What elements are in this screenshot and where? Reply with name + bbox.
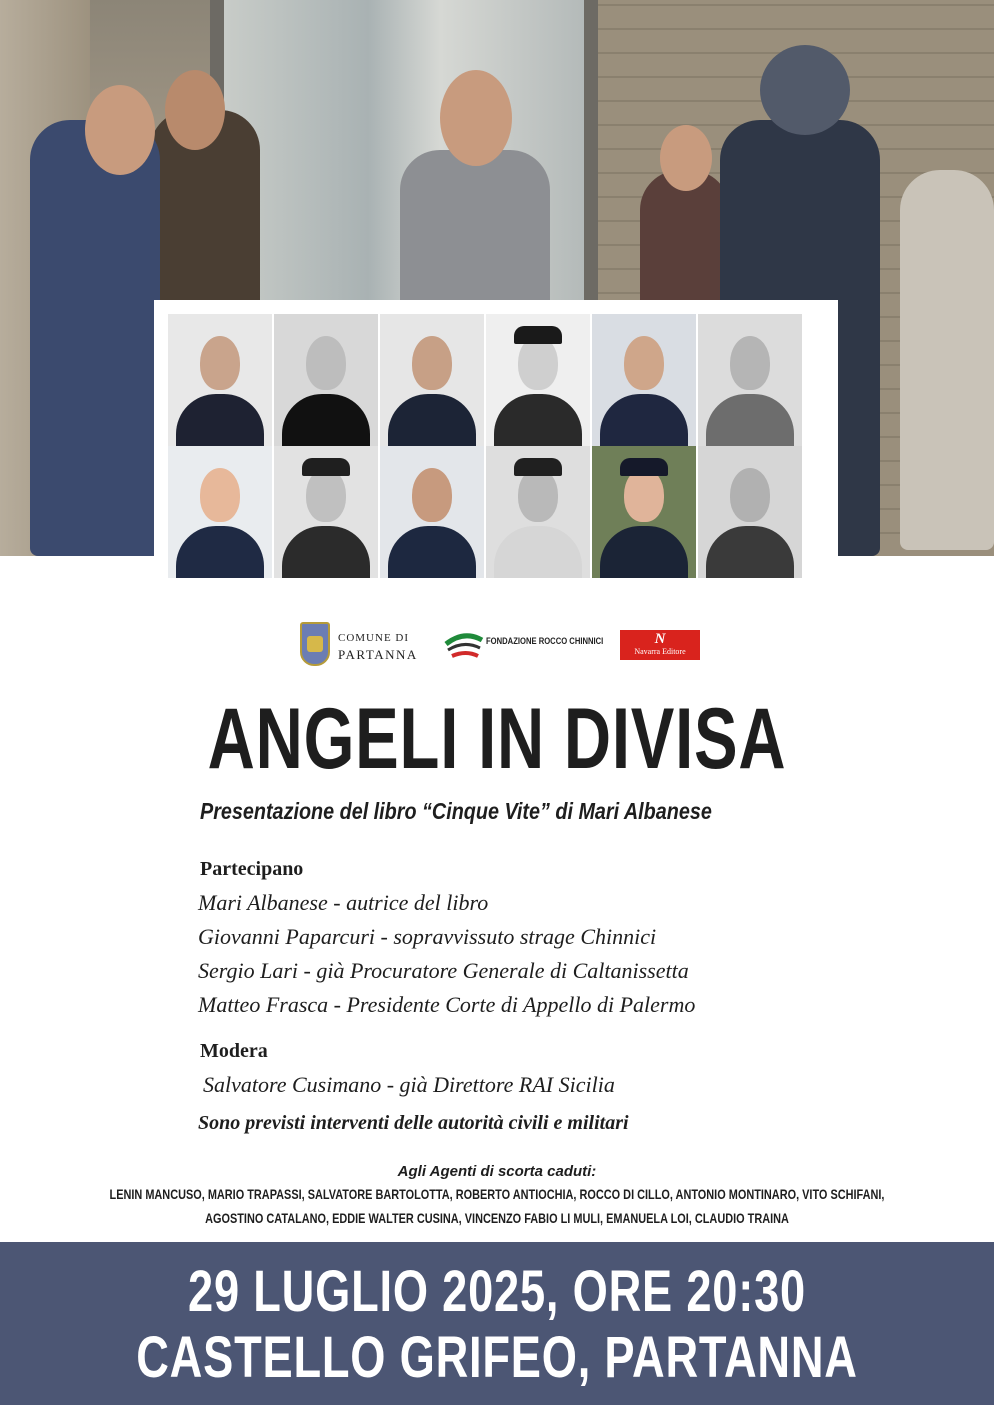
navarra-text: Navarra Editore (634, 647, 686, 656)
agent-portrait (486, 446, 590, 578)
fondazione-swoosh-icon (444, 628, 484, 668)
portrait-face (412, 336, 452, 390)
moderator: Salvatore Cusimano - già Direttore RAI Sicilia (203, 1072, 615, 1097)
agent-portrait (380, 446, 484, 578)
participant-item: Giovanni Paparcuri - sopravvissuto strage Chinnici (198, 924, 657, 949)
portrait-face (306, 336, 346, 390)
portrait-face (730, 336, 770, 390)
fondazione-name: FONDAZIONE ROCCO CHINNICI (486, 636, 604, 646)
photo-head (85, 85, 155, 175)
page-subtitle: Presentazione del libro “Cinque Vite” di Mari Albanese (200, 798, 712, 824)
comune-line1: COMUNE DI (338, 632, 410, 644)
event-location: CASTELLO GRIFEO, PARTANNA (136, 1325, 858, 1390)
page-title: ANGELI IN DIVISA (207, 691, 787, 787)
portrait-face (730, 468, 770, 522)
participant-item: Sergio Lari - già Procuratore Generale di Caltanissetta (198, 958, 689, 983)
fallen-agents-line2: AGOSTINO CATALANO, EDDIE WALTER CUSINA, VINCENZO FABIO LI MULI, EMANUELA LOI, CLAUDIO TRAINA (205, 1210, 789, 1226)
portrait-face (624, 468, 664, 522)
agent-portrait (592, 446, 696, 578)
portrait-cap (514, 326, 562, 344)
agent-portrait (592, 314, 696, 446)
portrait-cap (302, 458, 350, 476)
fallen-agents-line1: LENIN MANCUSO, MARIO TRAPASSI, SALVATORE BARTOLOTTA, ROBERTO ANTIOCHIA, ROCCO DI CILLO, ANTONIO MONTINARO, VITO SCHIFANI, (109, 1186, 885, 1202)
portrait-face (624, 336, 664, 390)
agent-portrait (274, 446, 378, 578)
authorities-notice: Sono previsti interventi delle autorità civili e militari (198, 1112, 629, 1134)
agent-portrait (168, 314, 272, 446)
fondazione-logo (444, 624, 604, 670)
photo-figure (900, 170, 994, 550)
agent-portrait (168, 446, 272, 578)
dedication-heading: Agli Agenti di scorta caduti: (397, 1163, 597, 1180)
portrait-cap (514, 458, 562, 476)
portrait-face (412, 468, 452, 522)
portrait-face (518, 468, 558, 522)
photo-head (165, 70, 225, 150)
portrait-cap (620, 458, 668, 476)
agent-portrait (698, 314, 802, 446)
partecipano-heading: Partecipano (200, 858, 304, 880)
navarra-mark: N (654, 631, 666, 647)
agent-portrait (698, 446, 802, 578)
portrait-face (200, 468, 240, 522)
event-date-time: 29 LUGLIO 2025, ORE 20:30 (188, 1259, 806, 1324)
agent-portrait (274, 314, 378, 446)
comune-line2: PARTANNA (338, 647, 418, 662)
portrait-face (200, 336, 240, 390)
logos-row (0, 618, 994, 672)
modera-heading: Modera (200, 1040, 268, 1062)
agent-portrait (486, 314, 590, 446)
event-footer-band (0, 1242, 994, 1405)
participant-item: Matteo Frasca - Presidente Corte di Appello di Palermo (198, 992, 696, 1017)
navarra-editore-logo (620, 630, 700, 660)
crest-icon (300, 622, 330, 666)
portraits-grid (154, 300, 838, 594)
photo-figure (30, 120, 160, 556)
photo-head (440, 70, 512, 166)
photo-helmet (760, 45, 850, 135)
portrait-face (518, 336, 558, 390)
comune-partanna-logo (300, 620, 430, 670)
portrait-face (306, 468, 346, 522)
agent-portrait (380, 314, 484, 446)
photo-head (660, 125, 712, 191)
participant-item: Mari Albanese - autrice del libro (198, 890, 489, 915)
